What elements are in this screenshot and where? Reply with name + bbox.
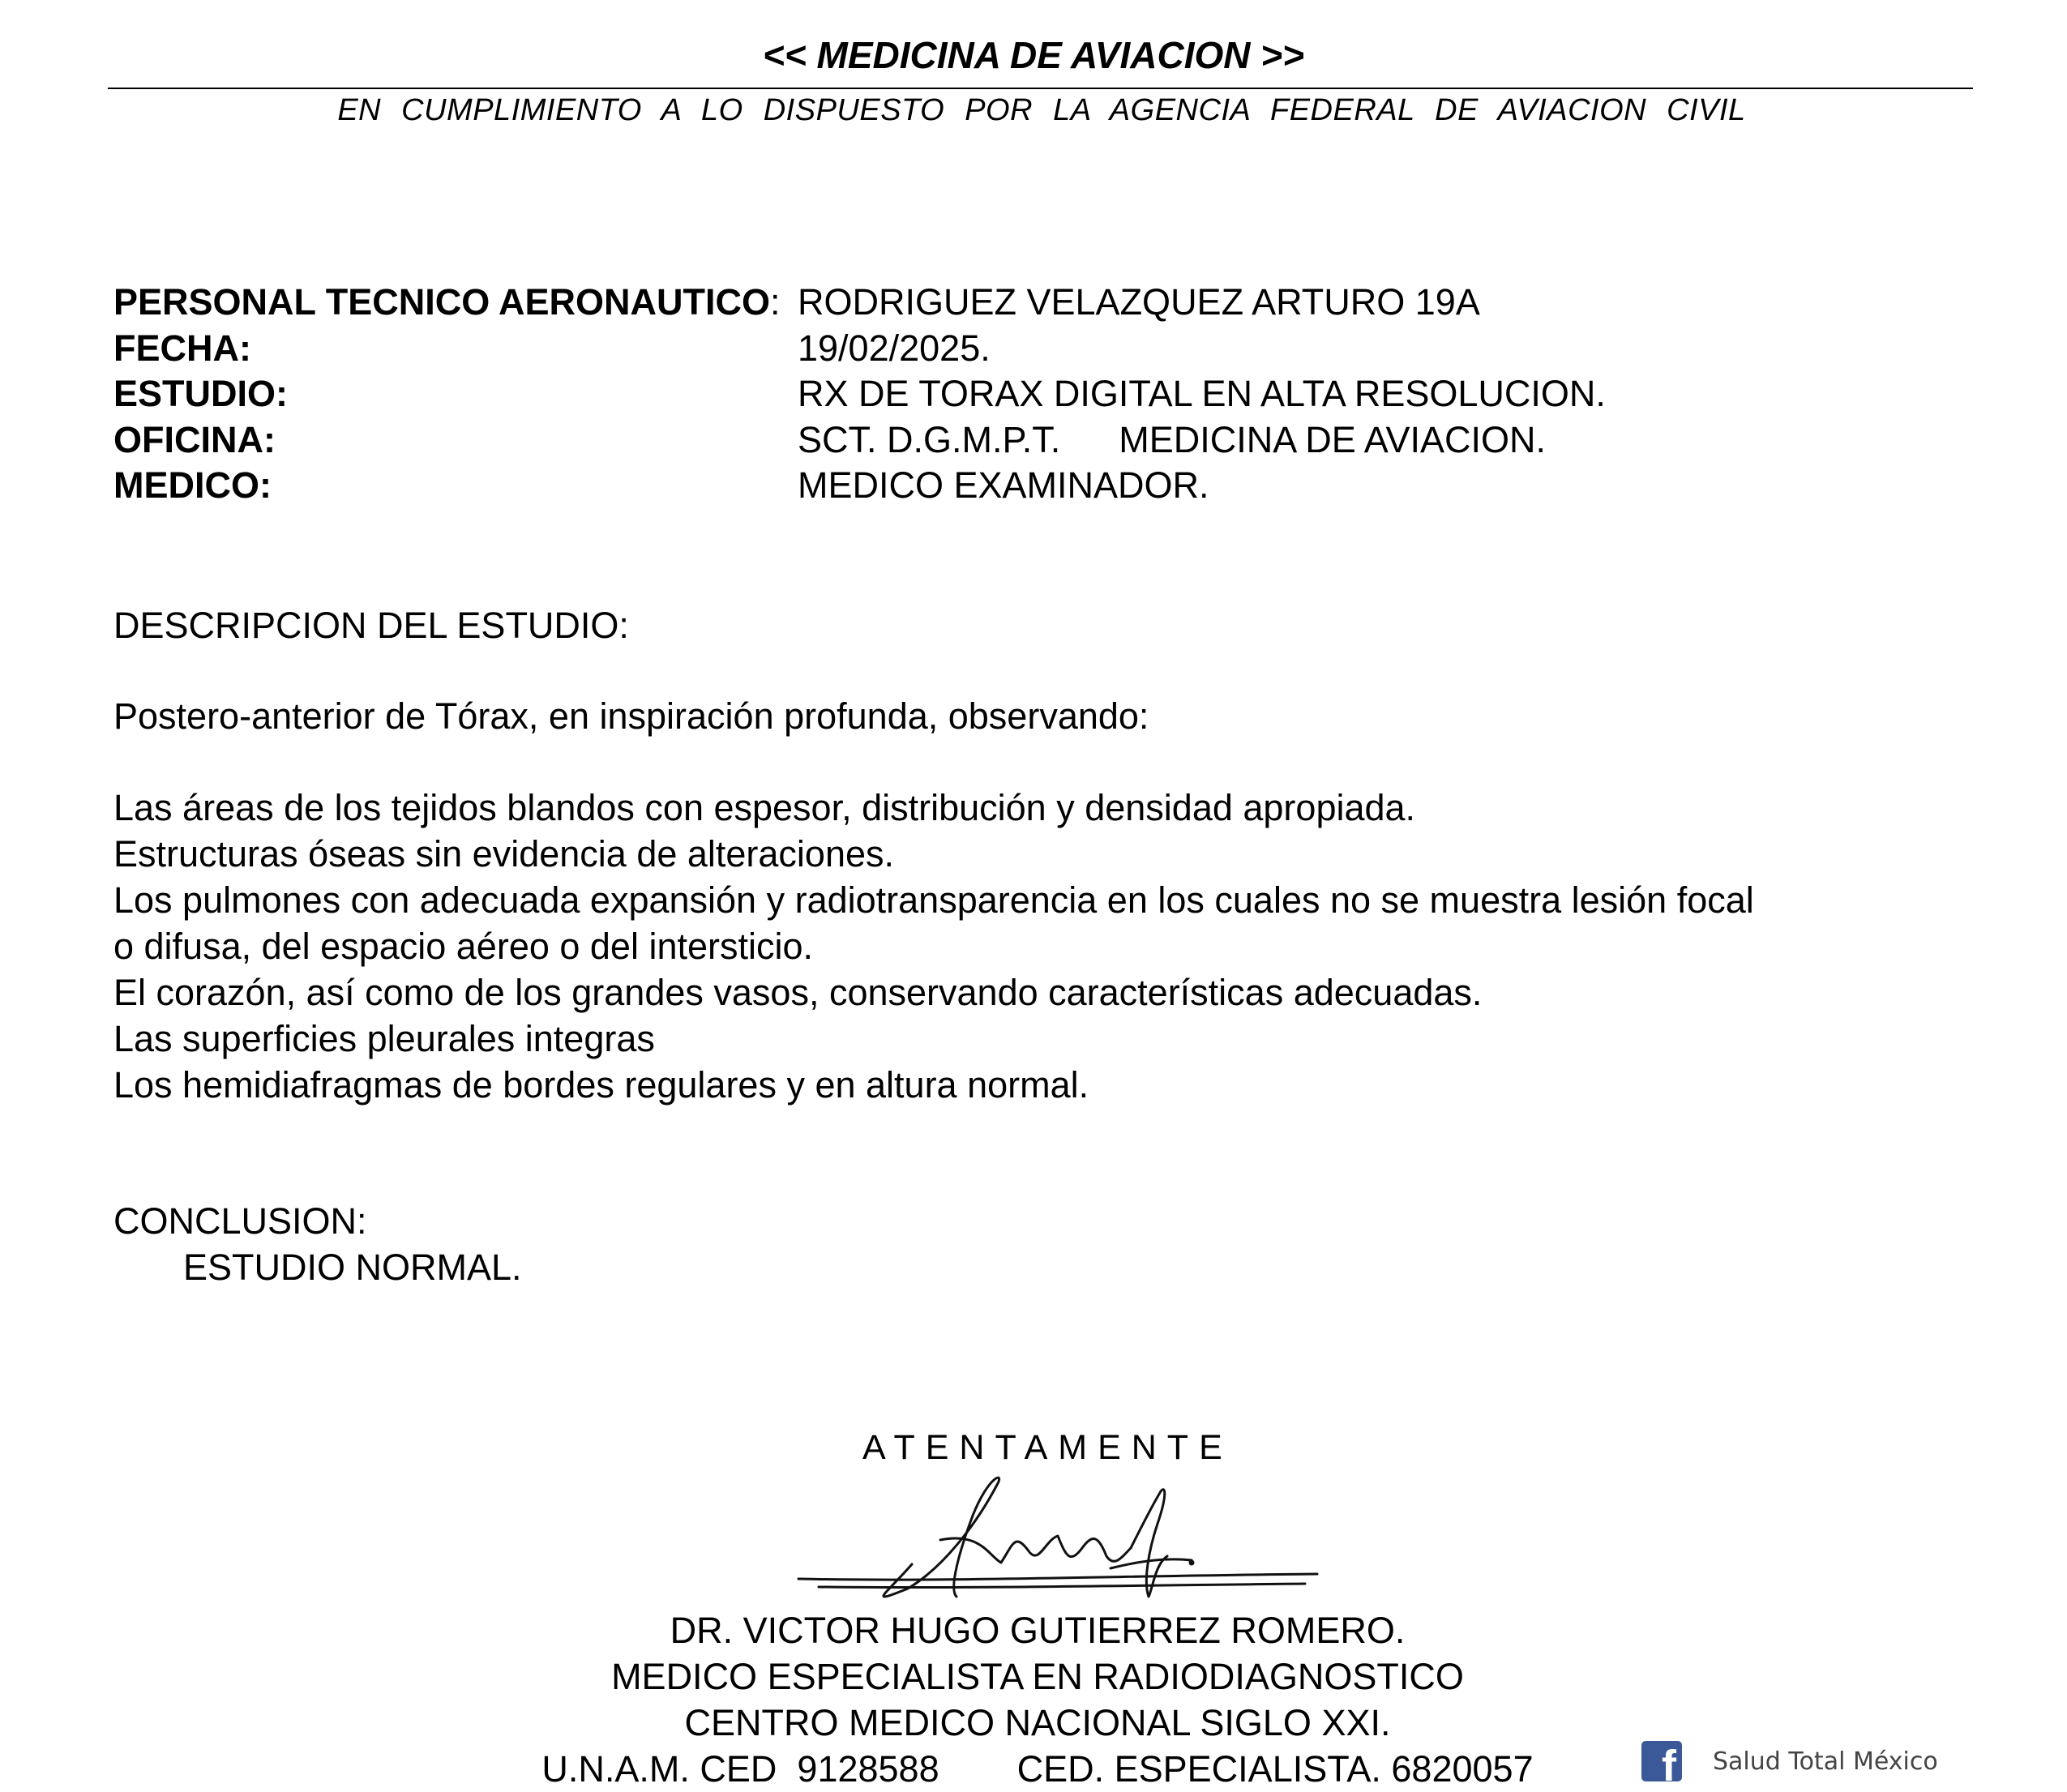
finding-line: Las áreas de los tejidos blandos con espesor, distribución y densidad apropiada. bbox=[113, 787, 1416, 828]
ced-unam: U.N.A.M. CED 9128588 bbox=[541, 1748, 939, 1790]
report-title: << MEDICINA DE AVIACION >> bbox=[763, 34, 1304, 76]
description-intro: Postero-anterior de Tórax, en inspiración profunda, observando: bbox=[113, 695, 1149, 737]
watermark-badge bbox=[1641, 1739, 1938, 1784]
estudio-label: ESTUDIO: bbox=[113, 373, 289, 414]
finding-line: El corazón, así como de los grandes vasos, conservando características adecuadas. bbox=[113, 972, 1483, 1013]
conclusion-title: CONCLUSION: bbox=[113, 1200, 367, 1242]
estudio-value: RX DE TORAX DIGITAL EN ALTA RESOLUCION. bbox=[798, 373, 1606, 414]
doctor-specialty: MEDICO ESPECIALISTA EN RADIODIAGNOSTICO bbox=[611, 1656, 1464, 1697]
finding-line: Estructuras óseas sin evidencia de alteraciones. bbox=[113, 833, 895, 875]
facebook-icon: f bbox=[1641, 1741, 1682, 1781]
doctor-center: CENTRO MEDICO NACIONAL SIGLO XXI. bbox=[684, 1702, 1391, 1743]
finding-line: Los pulmones con adecuada expansión y radiotransparencia en los cuales no se muestra lesión focal bbox=[113, 879, 1754, 921]
signature-image bbox=[786, 1467, 1321, 1621]
finding-line: Los hemidiafragmas de bordes regulares y en altura normal. bbox=[113, 1064, 1089, 1106]
finding-line: Las superficies pleurales integras bbox=[113, 1018, 655, 1059]
fecha-label: FECHA: bbox=[113, 327, 251, 369]
closing-text: ATENTAMENTE bbox=[862, 1428, 1233, 1467]
report-subtitle: EN CUMPLIMIENTO A LO DISPUESTO POR LA AGENCIA FEDERAL DE AVIACION CIVIL bbox=[337, 93, 1746, 127]
personal-label: PERSONAL TECNICO AERONAUTICO bbox=[113, 281, 771, 323]
oficina-value-2: MEDICINA DE AVIACION. bbox=[1119, 418, 1547, 460]
doctor-name: DR. VICTOR HUGO GUTIERREZ ROMERO. bbox=[670, 1610, 1406, 1651]
watermark-label: Salud Total México bbox=[1713, 1747, 1938, 1776]
oficina-value-1: SCT. D.G.M.P.T. bbox=[798, 418, 1061, 460]
personal-colon: : bbox=[770, 281, 781, 323]
oficina-label: OFICINA: bbox=[113, 418, 276, 460]
fecha-value: 19/02/2025. bbox=[798, 327, 991, 369]
findings-list bbox=[113, 785, 1754, 1108]
finding-line: o difusa, del espacio aéreo o del intersticio. bbox=[113, 926, 814, 967]
conclusion-value: ESTUDIO NORMAL. bbox=[183, 1247, 522, 1288]
description-title: DESCRIPCION DEL ESTUDIO: bbox=[113, 605, 629, 646]
ced-especialista: CED. ESPECIALISTA. 6820057 bbox=[1016, 1748, 1534, 1790]
personal-value: RODRIGUEZ VELAZQUEZ ARTURO 19A bbox=[798, 281, 1480, 323]
medico-value: MEDICO EXAMINADOR. bbox=[798, 464, 1209, 506]
medico-label: MEDICO: bbox=[113, 464, 272, 506]
